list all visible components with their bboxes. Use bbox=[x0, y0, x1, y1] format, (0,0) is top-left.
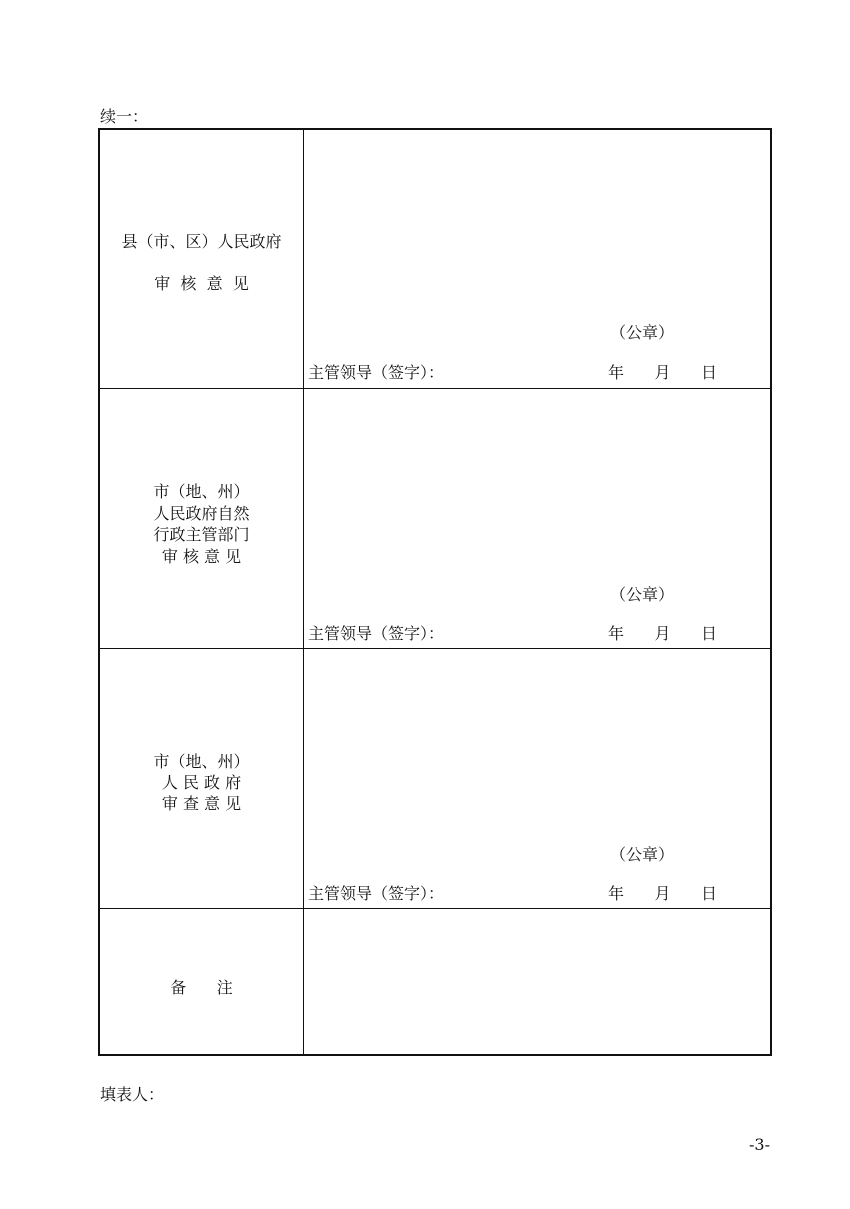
county-review-signature-label: 主管领导（签字）： bbox=[308, 363, 445, 382]
prefecture-department-date: 年 月 日 bbox=[608, 624, 718, 643]
prefecture-government-label-line-2: 人 民 政 府 bbox=[161, 773, 242, 792]
prefecture-department-seal: （公章） bbox=[609, 585, 674, 604]
continued-label: 续一： bbox=[100, 107, 149, 126]
prefecture-department-label-line-2: 人民政府自然 bbox=[153, 504, 250, 523]
county-review-row bbox=[100, 130, 770, 389]
prefecture-department-review-row bbox=[100, 389, 770, 649]
prefecture-department-label-line-3: 行政主管部门 bbox=[153, 525, 250, 544]
county-review-label-line-2: 审 核 意 见 bbox=[154, 274, 249, 293]
prefecture-department-label-line-1: 市（地、州） bbox=[153, 482, 250, 501]
page-number: -3- bbox=[749, 1135, 770, 1154]
prefecture-government-review-content-cell[interactable] bbox=[304, 649, 770, 908]
county-review-date: 年 月 日 bbox=[608, 363, 718, 382]
prefecture-department-signature-label: 主管领导（签字）： bbox=[308, 624, 445, 643]
prefecture-government-label-line-3: 审 查 意 见 bbox=[161, 794, 242, 813]
prefecture-government-date: 年 月 日 bbox=[608, 884, 718, 903]
prefecture-department-review-label-cell bbox=[100, 389, 304, 648]
remarks-label-cell bbox=[100, 909, 304, 1056]
county-review-seal: （公章） bbox=[609, 323, 674, 342]
review-form-table bbox=[98, 128, 772, 1056]
county-review-content-cell[interactable] bbox=[304, 130, 770, 388]
prefecture-department-label-line-4: 审 核 意 见 bbox=[161, 547, 242, 566]
prefecture-government-review-label-cell bbox=[100, 649, 304, 908]
remarks-label: 备 注 bbox=[170, 978, 233, 997]
county-review-label-cell bbox=[100, 130, 304, 388]
prefecture-government-seal: （公章） bbox=[609, 845, 674, 864]
prefecture-government-label-line-1: 市（地、州） bbox=[153, 752, 250, 771]
prefecture-government-review-row bbox=[100, 649, 770, 909]
county-review-label-line-1: 县（市、区）人民政府 bbox=[121, 232, 282, 251]
remarks-row bbox=[100, 909, 770, 1056]
prefecture-government-signature-label: 主管领导（签字）： bbox=[308, 884, 445, 903]
filler-label: 填表人： bbox=[100, 1085, 165, 1104]
prefecture-department-review-content-cell[interactable] bbox=[304, 389, 770, 648]
remarks-content-cell[interactable] bbox=[304, 909, 770, 1056]
